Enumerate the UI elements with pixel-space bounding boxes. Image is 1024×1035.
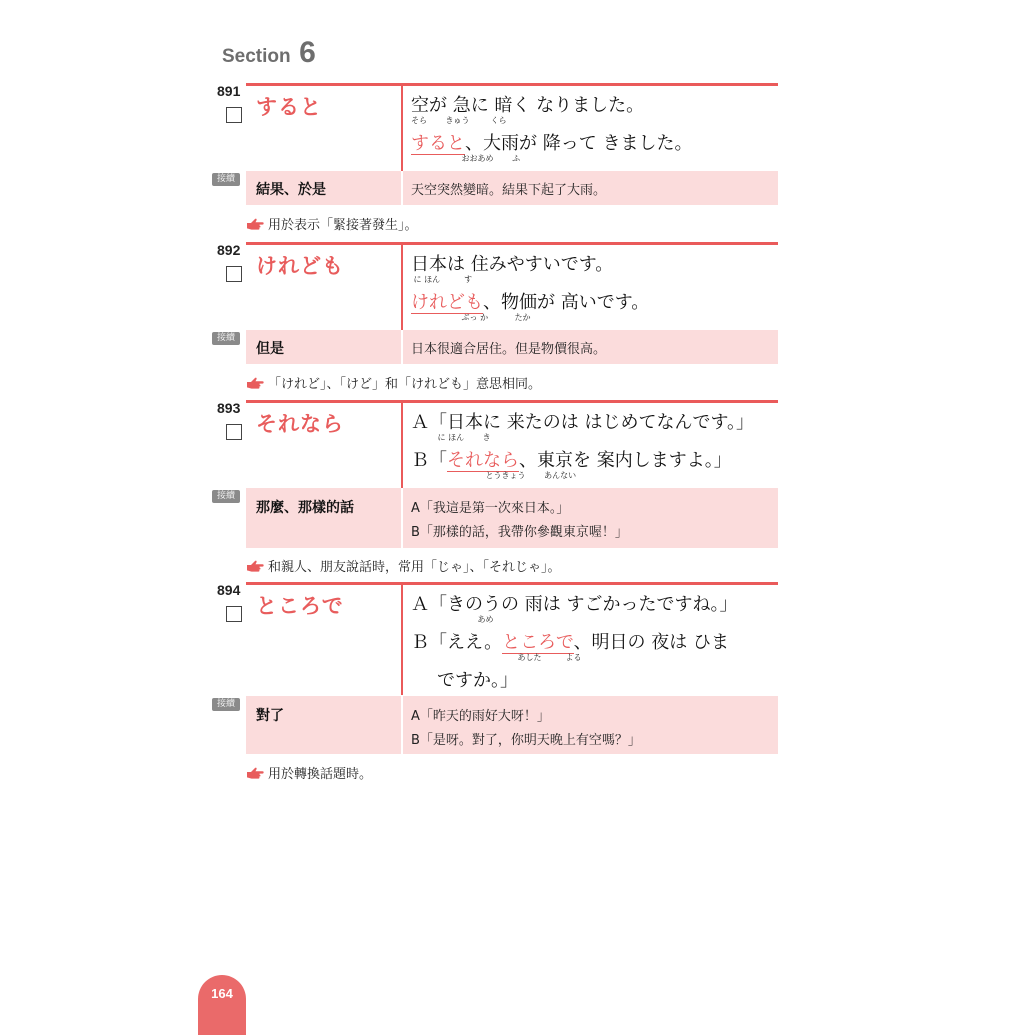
example-furigana-2: ぶっ か たか [411, 313, 531, 322]
pointing-hand-icon [246, 767, 264, 779]
meaning: 但是 [256, 341, 284, 357]
column-divider [401, 403, 403, 491]
entry-checkbox[interactable] [226, 107, 242, 123]
keyword: ところで [256, 594, 344, 618]
entry-checkbox[interactable] [226, 606, 242, 622]
usage-note-text: 「けれど」、「けど」和「けれども」意思相同。 [268, 377, 542, 392]
page-number-tab [198, 975, 246, 1035]
entry-number: 893 [217, 400, 241, 416]
entry-number: 892 [217, 242, 241, 258]
example-furigana-1: に ほん き [411, 433, 491, 442]
translation-line-1: A「昨天的雨好大呀！」 [411, 709, 550, 724]
usage-note [246, 556, 561, 575]
example-line-1: Ａ「きのうの 雨は すごかったですね。」 [411, 594, 738, 615]
translation-line-2: B「那樣的話，我帶你參觀東京喔！」 [411, 525, 628, 540]
entry-checkbox[interactable] [226, 424, 242, 440]
example-line-2 [411, 628, 729, 654]
header-rule [246, 83, 778, 86]
tag-badge: 接續 [212, 490, 240, 503]
example-suffix: 、物価が 高いです。 [483, 292, 650, 313]
column-divider [401, 86, 403, 172]
example-furigana-2: あした よる [411, 653, 582, 662]
entry-894 [212, 582, 778, 787]
example-line-1: Ａ「日本に 来たのは はじめてなんです。」 [411, 412, 755, 433]
keyword: けれども [256, 254, 344, 278]
keyword: すると [256, 95, 322, 119]
example-line-2 [411, 129, 692, 155]
entry-checkbox[interactable] [226, 266, 242, 282]
meaning: 那麼、那樣的話 [256, 500, 354, 516]
keyword: それなら [256, 412, 344, 436]
meaning: 結果、於是 [256, 182, 326, 198]
pointing-hand-icon [246, 377, 264, 389]
meaning-box [246, 330, 778, 364]
example-suffix: 、明日の 夜は ひま [573, 632, 730, 653]
example-line-1: 日本は 住みやすいです。 [411, 254, 614, 275]
translation-line-1: 日本很適合居住。但是物價很高。 [411, 342, 607, 357]
meaning-divider [401, 171, 403, 205]
header-rule [246, 242, 778, 245]
keyword-highlight: けれども [411, 292, 483, 313]
example-furigana-2: おおあめ ふ [411, 154, 521, 163]
example-line-2 [411, 446, 732, 472]
entry-number: 891 [217, 83, 241, 99]
meaning-box [246, 696, 778, 754]
entry-891 [212, 83, 778, 233]
translation-line-2: B「是呀。對了，你明天晚上有空嗎？」 [411, 733, 641, 748]
translation-line-1: A「我這是第一次來日本。」 [411, 501, 570, 516]
example-furigana-1: に ほん す [411, 275, 473, 284]
usage-note-text: 用於轉換話題時。 [268, 767, 373, 782]
usage-note-text: 用於表示「緊接著發生」。 [268, 218, 418, 233]
example-furigana-1: あめ [411, 615, 494, 624]
meaning-box [246, 171, 778, 205]
page-number: 164 [211, 986, 233, 1001]
example-prefix: Ｂ「 [411, 450, 447, 471]
example-suffix: 、東京を 案内しますよ。」 [519, 450, 732, 471]
meaning-box [246, 488, 778, 548]
tag-badge: 接續 [212, 332, 240, 345]
entry-number: 894 [217, 582, 241, 598]
column-divider [401, 585, 403, 695]
section-number: 6 [299, 36, 316, 69]
usage-note [246, 373, 541, 392]
meaning: 對了 [256, 708, 284, 724]
keyword-highlight: すると [411, 133, 465, 154]
meaning-divider [401, 696, 403, 754]
section-title [222, 36, 316, 70]
entry-893 [212, 400, 778, 580]
column-divider [401, 245, 403, 331]
entry-892 [212, 242, 778, 392]
pointing-hand-icon [246, 218, 264, 230]
keyword-highlight: それなら [447, 450, 519, 471]
section-word: Section [222, 46, 291, 67]
tag-badge: 接續 [212, 698, 240, 711]
usage-note [246, 763, 372, 782]
meaning-divider [401, 330, 403, 364]
example-line-1: 空が 急に 暗く なりました。 [411, 95, 645, 116]
keyword-highlight: ところで [502, 632, 574, 653]
example-furigana-2: とうきょう あんない [411, 471, 577, 480]
meaning-divider [401, 488, 403, 548]
header-rule [246, 582, 778, 585]
pointing-hand-icon [246, 560, 264, 572]
usage-note-text: 和親人、朋友說話時，常用「じゃ」、「それじゃ」。 [268, 560, 561, 575]
example-line-2 [411, 288, 649, 314]
tag-badge: 接續 [212, 173, 240, 186]
header-rule [246, 400, 778, 403]
example-prefix: Ｂ「ええ。 [411, 632, 503, 653]
example-suffix: 、大雨が 降って きました。 [465, 133, 693, 154]
example-line-3: ですか。」 [437, 670, 518, 691]
usage-note [246, 214, 418, 233]
example-furigana-1: そら きゅう くら [411, 116, 507, 125]
translation-line-1: 天空突然變暗。結果下起了大雨。 [411, 183, 607, 198]
